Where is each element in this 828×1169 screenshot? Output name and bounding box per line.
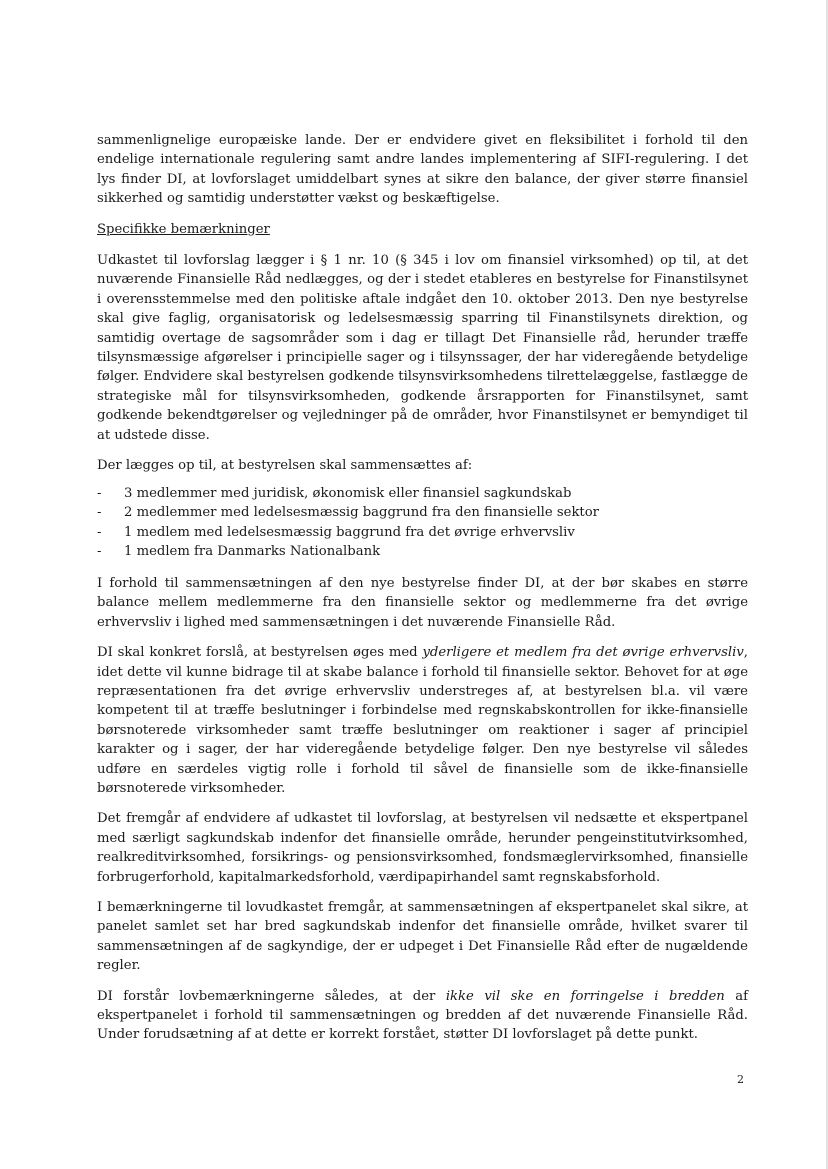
emphasis-no-deterioration: ikke vil ske en forringelse i bredden [445, 988, 725, 1004]
paragraph-intro-continuation: sammenlignelige europæiske lande. Der er endvidere givet en fleksibilitet i forhold til den endelige internationale regulering samt andre landes implementering af SIFI-regulering. I det lys finder DI, at lovforslaget umiddelbart synes at sikre den balance, der giver større finansiel sikkerhed og samtidig understøtter vækst og beskæftigelse. [97, 133, 748, 207]
list-dash: - [97, 505, 102, 521]
list-dash: - [97, 524, 102, 540]
list-item-text: 1 medlem fra Danmarks Nationalbank [124, 544, 381, 560]
list-item-text: 1 medlem med ledelsesmæssig baggrund fra det øvrige erhvervsliv [124, 524, 575, 540]
list-dash: - [97, 485, 102, 501]
paragraph-di-proposal-text: DI skal konkret forslå, at bestyrelsen øges med [97, 645, 423, 661]
paragraph-di-understanding [97, 987, 748, 1045]
board-composition-list [97, 484, 748, 562]
paragraph-draft-bill: Udkastet til lovforslag lægger i § 1 nr. 10 (§ 345 i lov om finansiel virksomhed) op til, at det nuværende Finansielle Råd nedlægges, og der i stedet etableres en bestyrelse for Finanstilsynet i overensstemmelse med den politiske aftale indgået den 10. oktober 2013. Den nye bestyrelse skal give faglig, organisatorisk og ledelsesmæssig sparring til Finanstilsynets direktion, og samtidig overtage de sagsområder som i dag er tillagt Det Finansielle råd, herunder træffe tilsynsmæssige afgørelser i principielle sager og i tilsynssager, der har videregående betydelige følger. Endvidere skal bestyrelsen godkende tilsynsvirksomhedens tilrettelæggelse, fastlægge de strategiske mål for tilsynsvirksomheden, godkende årsrapporten for Finanstilsynet, samt godkende bekendtgørelser og vejledninger på de områder, hvor Finanstilsynet er bemyndiget til at udstede disse. [97, 253, 748, 443]
emphasis-extra-member: yderligere et medlem fra det øvrige erhvervsliv [422, 645, 744, 661]
list-item-text: 3 medlemmer med juridisk, økonomisk eller finansiel sagkundskab [124, 485, 572, 501]
paragraph-expert-panel: Det fremgår af endvidere af udkastet til lovforslag, at bestyrelsen vil nedsætte et ekspertpanel med særligt sagkundskab indenfor det finansielle område, herunder pengeinstitutvirksomhed, realkreditvirksomhed, forsikrings- og pensionsvirksomhed, fondsmæglervirksomhed, finansielle forbrugerforhold, kapitalmarkedsforhold, værdipapirhandel samt regnskabsforhold. [97, 811, 748, 885]
list-item [97, 484, 748, 504]
paragraph-di-understanding-text: DI forstår lovbemærkningerne således, at der [97, 988, 446, 1004]
paragraph-di-understanding-text-rest: af ekspertpanelet i forhold til sammensætningen og bredden af det nuværende Finansielle Råd. Under forudsætning af at dette er korrekt forstået, støtter DI lovforslaget på dette punkt. [97, 988, 748, 1043]
paragraph-composition-intro: Der lægges op til, at bestyrelsen skal sammensættes af: [97, 458, 473, 474]
list-item [97, 503, 748, 523]
list-item-text: 2 medlemmer med ledelsesmæssig baggrund fra den finansielle sektor [124, 505, 599, 521]
paragraph-remarks: I bemærkningerne til lovudkastet fremgår, at sammensætningen af ekspertpanelet skal sikre, at panelet samlet set har bred sagkundskab indenfor det finansielle område, hvilket svarer til sammensætningen af de sagkyndige, der er udpeget i Det Finansielle Råd efter de nugældende regler. [97, 899, 748, 974]
list-item [97, 542, 748, 562]
list-item [97, 523, 748, 543]
list-dash: - [97, 544, 102, 560]
document-body [97, 131, 748, 1056]
paragraph-di-proposal-text-rest: , idet dette vil kunne bidrage til at skabe balance i forhold til finansielle sektor. Behovet for at øge repræsentationen fra det øvrige erhvervsliv understreges af, at bestyrelsen bl.a. vil være kompetent til at træffe beslutninger i forbindelse med regnskabskontrollen for ikke-finansielle børsnoterede virksomheder samt træffe beslutninger om reaktioner i sager af principiel karakter og i sager, der har videregående betydelige følger. Den nye bestyrelse vil således udføre en særdeles vigtig rolle i forhold til såvel de finansielle som de ikke-finansielle børsnoterede virksomheder. [97, 645, 748, 796]
page-number: 2 [737, 1073, 744, 1086]
paragraph-di-proposal [97, 643, 748, 798]
paragraph-balance: I forhold til sammensætningen af den nye bestyrelse finder DI, at der bør skabes en større balance mellem medlemmerne fra den finansielle sektor og medlemmerne fra det øvrige erhvervsliv i lighed med sammensætningen i det nuværende Finansielle Råd. [97, 575, 748, 630]
section-heading-specific-remarks: Specifikke bemærkninger [97, 221, 270, 237]
